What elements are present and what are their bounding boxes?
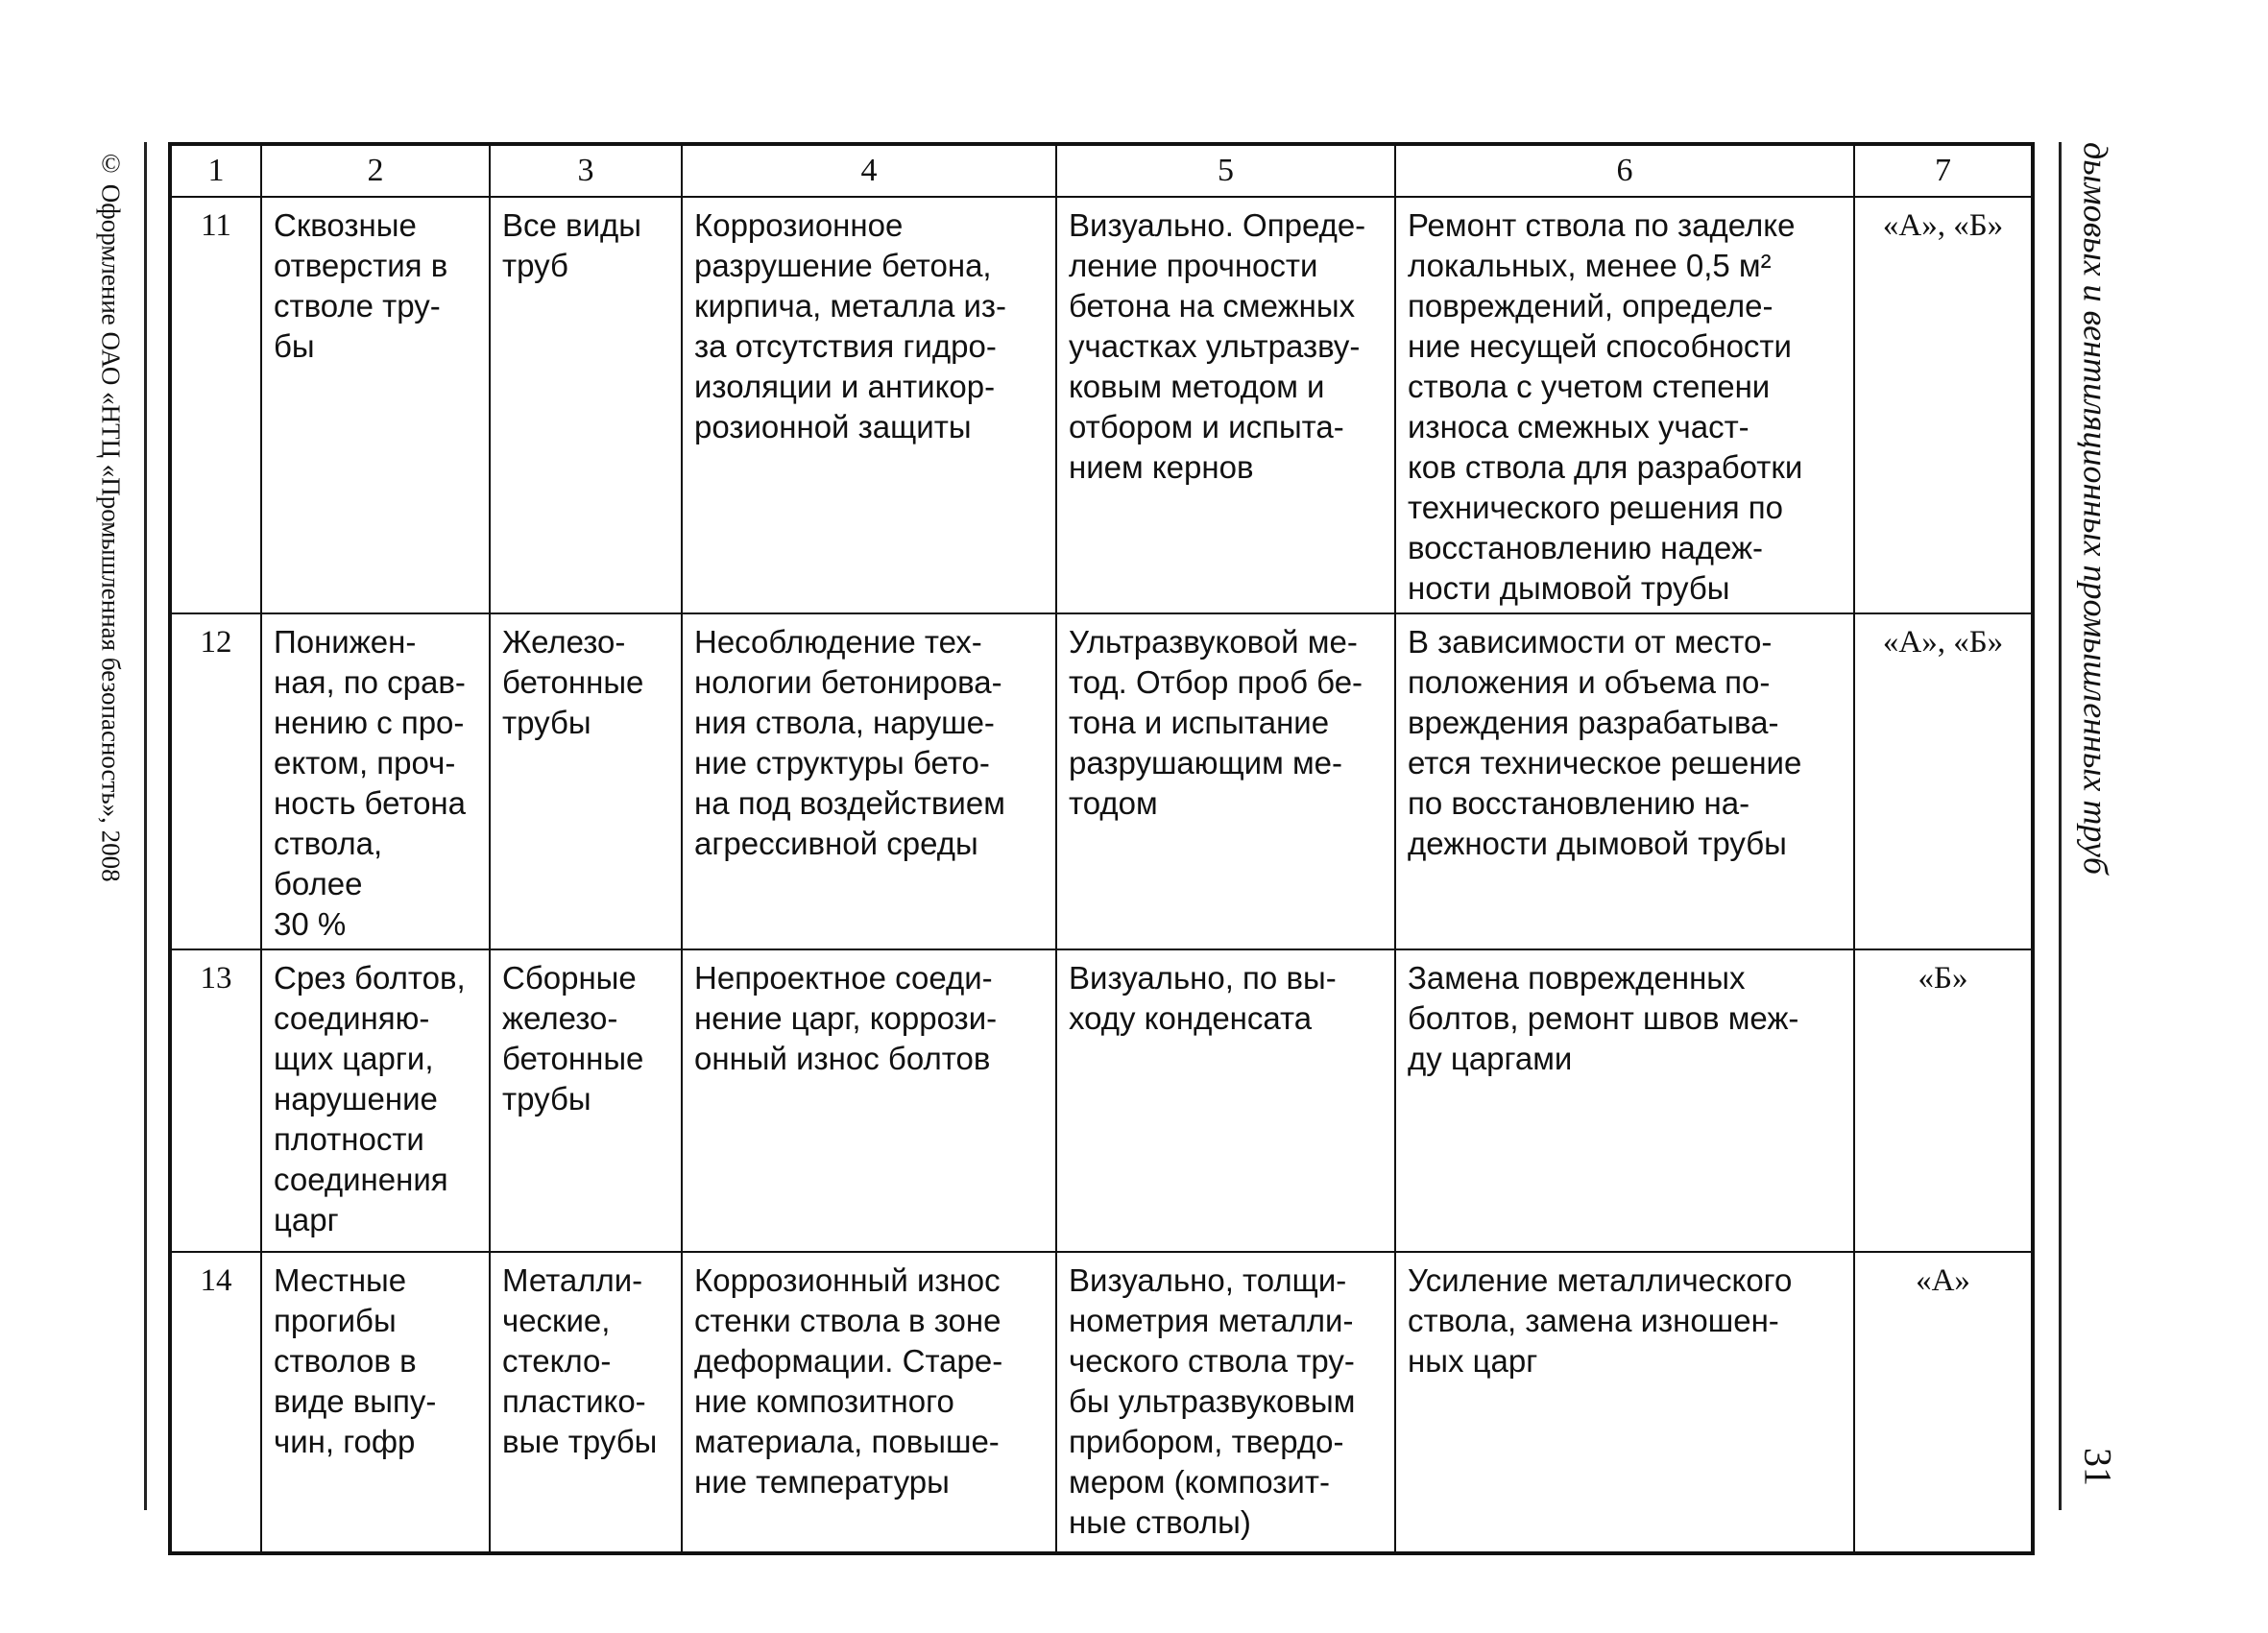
repair-cell (1395, 1252, 1854, 1553)
repair-cell (1395, 949, 1854, 1252)
page-number (2074, 1448, 2122, 1515)
defect-text: Понижен- ная, по срав- нению с про- ектом, проч- ность бетона ствола, более 30 % (274, 624, 467, 942)
category-cell: «А» (1854, 1252, 2033, 1553)
left-margin-rule (144, 142, 147, 1510)
pipe-type-cell (490, 613, 682, 949)
method-text: Визуально, толщи- нометрия металли- ческого ствола тру- бы ультразвуковым прибором, твердо- мером (композит- ные стволы) (1069, 1262, 1356, 1540)
cause-text: Непроектное соеди- нение царг, коррози- онный износ болтов (694, 960, 998, 1076)
running-title (2069, 142, 2122, 968)
header-cell: 7 (1854, 144, 2033, 197)
header-cell: 5 (1056, 144, 1395, 197)
pipe-type-text: Сборные железо- бетонные трубы (502, 960, 644, 1117)
repair-text: Усиление металлического ствола, замена изношен- ных царг (1408, 1262, 1793, 1379)
cause-cell (682, 197, 1056, 613)
defect-cell (261, 1252, 490, 1553)
row-number: 14 (170, 1252, 261, 1553)
method-cell (1056, 1252, 1395, 1553)
table-row (170, 613, 2033, 949)
cause-text: Несоблюдение тех- нологии бетонирова- ния ствола, наруше- ние структуры бето- на под воздействием агрессивной среды (694, 624, 1005, 861)
method-cell (1056, 613, 1395, 949)
category-cell: «А», «Б» (1854, 197, 2033, 613)
copyright-text: © Оформление ОАО «НТЦ «Промышленная безопасность», 2008 (96, 149, 126, 882)
defect-text: Срез болтов, соединяю- щих царги, нарушение плотности соединения царг (274, 960, 466, 1237)
repair-text: В зависимости от место- положения и объема по- вреждения разрабатыва- ется техническое решение по восстановлению на- дежности дымовой трубы (1408, 624, 1802, 861)
method-text: Ультразвуковой ме- тод. Отбор проб бе- тона и испытание разрушающим ме- тодом (1069, 624, 1363, 821)
pipe-type-cell (490, 1252, 682, 1553)
repair-text: Ремонт ствола по заделке локальных, менее 0,5 м² повреждений, определе- ние несущей способности ствола с учетом степени износа смежных участ- ков ствола для разработки технического решения по восстановлению надеж- ности дымовой трубы (1408, 207, 1803, 606)
cause-text: Коррозионное разрушение бетона, кирпича, металла из- за отсутствия гидро- изоляции и антикор- розионной защиты (694, 207, 1007, 444)
defect-text: Сквозные отверстия в стволе тру- бы (274, 207, 448, 364)
category-cell: «Б» (1854, 949, 2033, 1252)
page-number-text: 31 (2076, 1448, 2120, 1486)
header-cell: 4 (682, 144, 1056, 197)
pipe-type-cell (490, 949, 682, 1252)
pipe-type-cell (490, 197, 682, 613)
defect-cell (261, 197, 490, 613)
cause-text: Коррозионный износ стенки ствола в зоне деформации. Старе- ние композитного материала, повыше- ние температуры (694, 1262, 1003, 1500)
table-row (170, 1252, 2033, 1553)
right-margin-rule (2059, 142, 2062, 1510)
pipe-type-text: Металли- ческие, стекло- пластико- вые трубы (502, 1262, 658, 1459)
defects-table (168, 142, 2035, 1555)
repair-cell (1395, 197, 1854, 613)
table-header-row (170, 144, 2033, 197)
copyright-notice (91, 149, 130, 926)
header-cell: 3 (490, 144, 682, 197)
repair-text: Замена поврежденных болтов, ремонт швов меж- ду царгами (1408, 960, 1799, 1076)
method-cell (1056, 949, 1395, 1252)
method-text: Визуально, по вы- ходу конденсата (1069, 960, 1337, 1036)
header-cell: 1 (170, 144, 261, 197)
pipe-type-text: Все виды труб (502, 207, 641, 283)
row-number: 12 (170, 613, 261, 949)
defect-text: Местные прогибы стволов в виде выпу- чин, гофр (274, 1262, 437, 1459)
pipe-type-text: Железо- бетонные трубы (502, 624, 644, 740)
table-row (170, 197, 2033, 613)
repair-cell (1395, 613, 1854, 949)
table-row (170, 949, 2033, 1252)
cause-cell (682, 1252, 1056, 1553)
row-number: 13 (170, 949, 261, 1252)
defect-cell (261, 949, 490, 1252)
defect-cell (261, 613, 490, 949)
cause-cell (682, 613, 1056, 949)
header-cell: 2 (261, 144, 490, 197)
method-text: Визуально. Опреде- ление прочности бетона на смежных участках ультразву- ковым методом и отбором и испыта- нием кернов (1069, 207, 1366, 485)
cause-cell (682, 949, 1056, 1252)
running-title-text: дымовых и вентиляционных промышленных труб (2076, 142, 2115, 875)
header-cell: 6 (1395, 144, 1854, 197)
method-cell (1056, 197, 1395, 613)
row-number: 11 (170, 197, 261, 613)
category-cell: «А», «Б» (1854, 613, 2033, 949)
